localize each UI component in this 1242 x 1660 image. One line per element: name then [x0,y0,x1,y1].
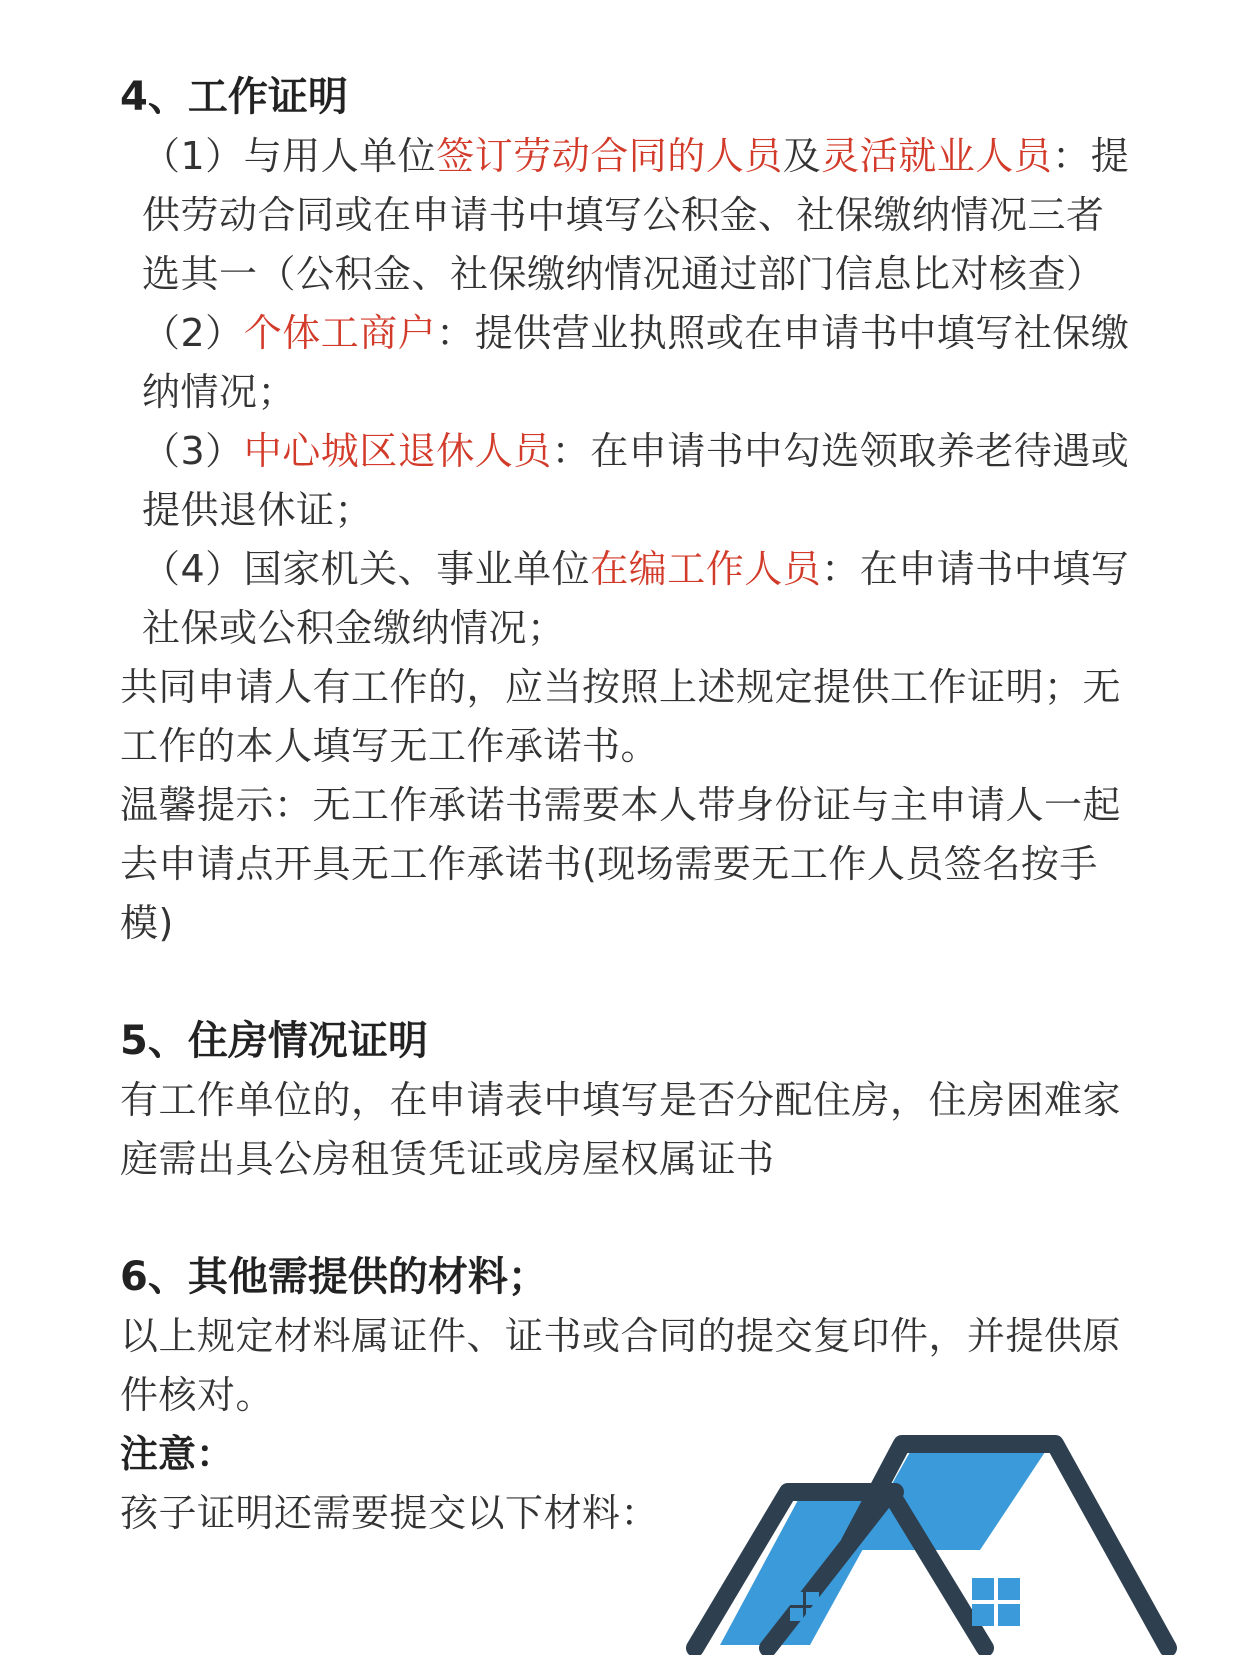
section-6-body: 以上规定材料属证件、证书或合同的提交复印件，并提供原件核对。 [120,1314,1122,1417]
large-window-icon [972,1578,1020,1626]
notice-body: 孩子证明还需要提交以下材料： [120,1491,660,1535]
item-4-rest: ：在申请书中填写社保或公积金缴纳情况； [142,547,1130,650]
warm-tip: 温馨提示：无工作承诺书需要本人带身份证与主申请人一起去申请点开具无工作承诺书(现场需要无工作人员签名按手模) [120,783,1122,945]
section-4-item-1 [120,127,1130,304]
section-4-item-3 [120,422,1130,540]
item-1-highlight-contract: 签订劳动合同的人员 [436,134,783,178]
item-3-prefix: （3） [142,429,244,473]
section-4-title: 4、工作证明 [120,74,348,120]
item-3-highlight: 中心城区退休人员 [243,429,552,473]
item-2-highlight: 个体工商户 [243,311,437,355]
co-applicant-note: 共同申请人有工作的，应当按照上述规定提供工作证明；无工作的本人填写无工作承诺书。 [120,665,1122,768]
item-2-prefix: （2） [142,311,244,355]
section-5-title: 5、住房情况证明 [120,1018,428,1064]
section-4-item-4 [120,540,1130,658]
section-spacer [120,1189,1130,1248]
house-roof-icon [680,1430,1200,1655]
section-6-title: 6、其他需提供的材料； [120,1254,548,1300]
item-3-rest: ：在申请书中勾选领取养老待遇或提供退休证； [142,429,1130,532]
item-1-prefix: （1）与用人单位 [142,134,437,178]
section-5-body: 有工作单位的，在申请表中填写是否分配住房，住房困难家庭需出具公房租赁凭证或房屋权属证书 [120,1078,1122,1181]
item-2-rest: ：提供营业执照或在申请书中填写社保缴纳情况； [142,311,1130,414]
document-body [120,68,1130,1543]
item-4-prefix: （4）国家机关、事业单位 [142,547,591,591]
notice-label: 注意： [120,1432,235,1476]
item-1-rest: ：提供劳动合同或在申请书中填写公积金、社保缴纳情况三者选其一（公积金、社保缴纳情况通过部门信息比对核查） [142,134,1130,296]
item-1-highlight-flexible: 灵活就业人员 [821,134,1053,178]
section-4-item-2 [120,304,1130,422]
item-1-mid: 及 [782,134,822,178]
section-spacer [120,953,1130,1012]
item-4-highlight: 在编工作人员 [590,547,822,591]
